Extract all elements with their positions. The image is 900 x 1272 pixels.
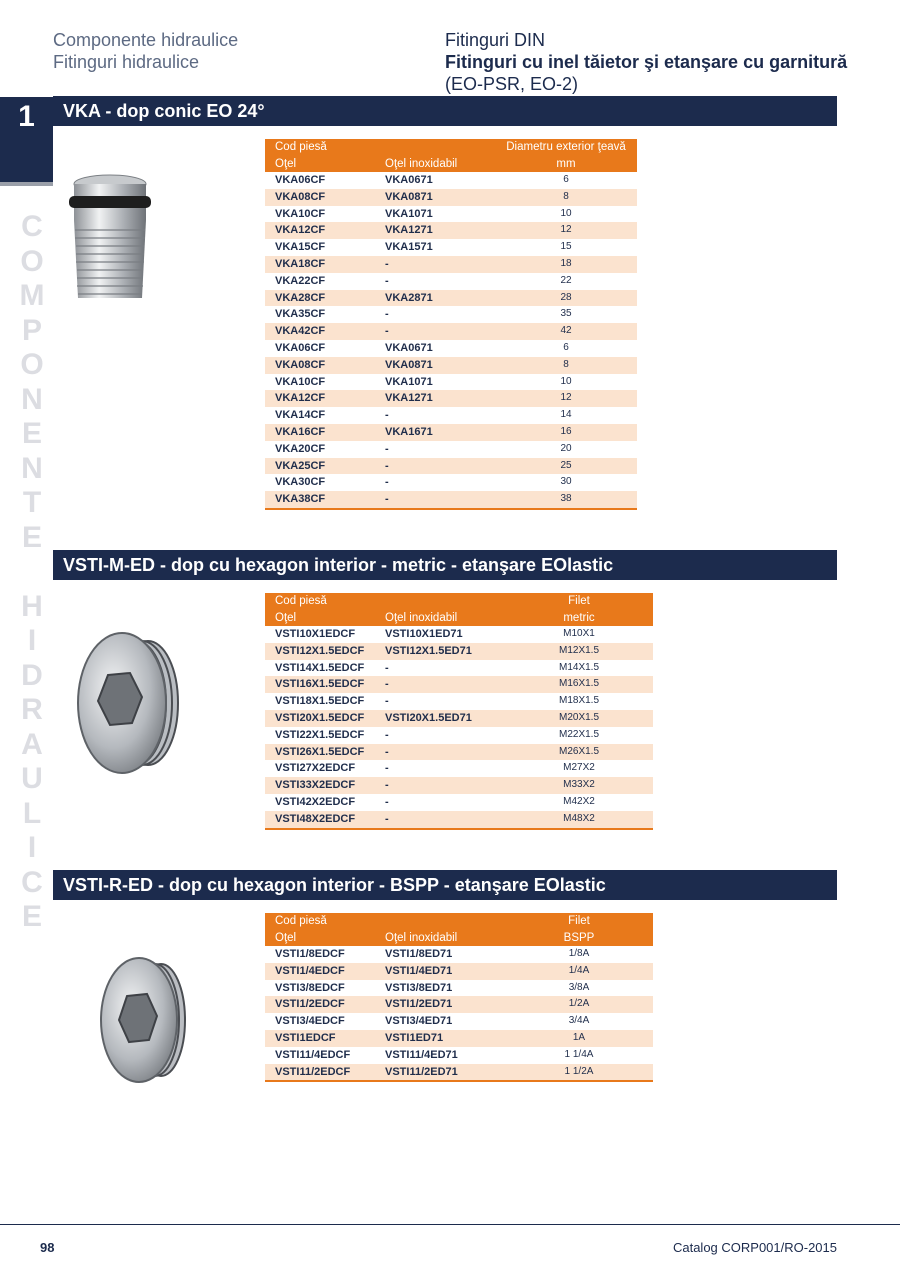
- part-code-stainless: VKA1671: [375, 424, 495, 441]
- vertical-label-letter: N: [21, 451, 43, 485]
- part-code-steel: VKA18CF: [265, 256, 375, 273]
- table-row: [265, 980, 653, 997]
- size-value: 1/8A: [505, 946, 653, 963]
- part-code-stainless: VKA2871: [375, 290, 495, 307]
- table-row: [265, 626, 653, 643]
- vertical-label-letter: R: [21, 693, 43, 726]
- table-header-cell: [375, 593, 505, 610]
- table-row: [265, 777, 653, 794]
- vertical-label-letter: N: [21, 382, 43, 416]
- part-code-steel: VSTI14X1.5EDCF: [265, 660, 375, 677]
- part-code-steel: VSTI48X2EDCF: [265, 811, 375, 829]
- table-row: [265, 744, 653, 761]
- table-header-cell: Oţel inoxidabil: [375, 930, 505, 947]
- table-header-cell: Oţel inoxidabil: [375, 156, 495, 173]
- part-code-stainless: VSTI1/8ED71: [375, 946, 505, 963]
- size-value: M22X1.5: [505, 727, 653, 744]
- header-subtitle-codes: (EO-PSR, EO-2): [445, 74, 579, 94]
- size-value: 1 1/4A: [505, 1047, 653, 1064]
- vertical-label-letter: M: [19, 279, 45, 312]
- vsti-r-plug-image: [95, 950, 195, 1090]
- part-code-steel: VKA08CF: [265, 357, 375, 374]
- part-code-steel: VKA22CF: [265, 273, 375, 290]
- part-code-steel: VSTI1EDCF: [265, 1030, 375, 1047]
- size-value: M14X1.5: [505, 660, 653, 677]
- part-code-stainless: VSTI1/4ED71: [375, 963, 505, 980]
- part-code-stainless: -: [375, 441, 495, 458]
- table-header-cell: metric: [505, 610, 653, 627]
- header-right: [445, 29, 847, 95]
- part-code-stainless: VKA1071: [375, 206, 495, 223]
- size-value: 1/4A: [505, 963, 653, 980]
- part-code-steel: VKA35CF: [265, 306, 375, 323]
- table-header-cell: Filet: [505, 913, 653, 930]
- part-code-stainless: -: [375, 676, 505, 693]
- part-code-stainless: -: [375, 760, 505, 777]
- size-value: 12: [495, 222, 637, 239]
- part-code-steel: VKA08CF: [265, 189, 375, 206]
- part-code-stainless: VSTI12X1.5ED71: [375, 643, 505, 660]
- part-code-stainless: -: [375, 777, 505, 794]
- size-value: 16: [495, 424, 637, 441]
- vsti-r-spec-table: [265, 913, 653, 1082]
- vertical-label-letter: E: [21, 417, 42, 450]
- size-value: M20X1.5: [505, 710, 653, 727]
- vka-spec-table: [265, 139, 637, 510]
- part-code-steel: VKA16CF: [265, 424, 375, 441]
- table-row: [265, 390, 637, 407]
- vertical-chapter-label: [12, 210, 52, 933]
- catalog-reference: Catalog CORP001/RO-2015: [672, 1240, 837, 1255]
- part-code-steel: VKA10CF: [265, 374, 375, 391]
- table-row: [265, 794, 653, 811]
- part-code-stainless: VKA1571: [375, 239, 495, 256]
- table-header-cell: [375, 139, 495, 156]
- table-row: [265, 1047, 653, 1064]
- table-header-cell: Cod piesă: [265, 139, 375, 156]
- table-header-cell: [375, 913, 505, 930]
- part-code-stainless: VSTI3/4ED71: [375, 1013, 505, 1030]
- vertical-label-letter: H: [21, 589, 43, 623]
- table-row: [265, 256, 637, 273]
- part-code-steel: VSTI16X1.5EDCF: [265, 676, 375, 693]
- part-code-steel: VKA15CF: [265, 239, 375, 256]
- size-value: 14: [495, 407, 637, 424]
- size-value: 28: [495, 290, 637, 307]
- part-code-stainless: -: [375, 660, 505, 677]
- size-value: 8: [495, 357, 637, 374]
- table-row: [265, 323, 637, 340]
- vertical-label-letter: E: [21, 900, 42, 933]
- table-row: [265, 676, 653, 693]
- table-row: [265, 643, 653, 660]
- part-code-steel: VKA06CF: [265, 340, 375, 357]
- size-value: 38: [495, 491, 637, 509]
- part-code-stainless: VSTI20X1.5ED71: [375, 710, 505, 727]
- table-row: [265, 458, 637, 475]
- part-code-stainless: -: [375, 491, 495, 509]
- vertical-label-letter: O: [20, 244, 44, 278]
- part-code-stainless: -: [375, 474, 495, 491]
- vertical-label-letter: L: [22, 796, 42, 830]
- part-code-stainless: -: [375, 744, 505, 761]
- part-code-stainless: -: [375, 407, 495, 424]
- part-code-stainless: VSTI11/4ED71: [375, 1047, 505, 1064]
- table-row: [265, 441, 637, 458]
- table-row: [265, 811, 653, 829]
- size-value: 18: [495, 256, 637, 273]
- table-row: [265, 424, 637, 441]
- table-header-cell: Oţel: [265, 610, 375, 627]
- part-code-steel: VSTI1/8EDCF: [265, 946, 375, 963]
- part-code-steel: VSTI20X1.5EDCF: [265, 710, 375, 727]
- part-code-steel: VSTI22X1.5EDCF: [265, 727, 375, 744]
- part-code-stainless: -: [375, 727, 505, 744]
- table-row: [265, 1030, 653, 1047]
- part-code-steel: VSTI26X1.5EDCF: [265, 744, 375, 761]
- header-title: Fitinguri DIN: [445, 30, 546, 50]
- size-value: 1A: [505, 1030, 653, 1047]
- vertical-label-letter: C: [21, 865, 43, 899]
- part-code-stainless: -: [375, 794, 505, 811]
- part-code-steel: VKA14CF: [265, 407, 375, 424]
- table-header-cell: mm: [495, 156, 637, 173]
- table-header-row: [265, 156, 637, 173]
- vsti-m-plug-image: [70, 625, 190, 780]
- table-header-cell: Diametru exterior ţeavă: [495, 139, 637, 156]
- size-value: 1/2A: [505, 996, 653, 1013]
- size-value: 1 1/2A: [505, 1064, 653, 1082]
- header-subtitle: Fitinguri cu inel tăietor şi etanşare cu garnitură: [445, 52, 848, 72]
- size-value: M10X1: [505, 626, 653, 643]
- part-code-steel: VSTI3/8EDCF: [265, 980, 375, 997]
- size-value: 22: [495, 273, 637, 290]
- size-value: 12: [495, 390, 637, 407]
- part-code-stainless: VKA1271: [375, 390, 495, 407]
- header-category: Componente hidraulice: [53, 30, 239, 50]
- section-title-vka: VKA - dop conic EO 24°: [53, 96, 837, 126]
- table-row: [265, 407, 637, 424]
- size-value: 8: [495, 189, 637, 206]
- vertical-label-letter: T: [22, 486, 42, 519]
- size-value: M18X1.5: [505, 693, 653, 710]
- table-row: [265, 474, 637, 491]
- part-code-steel: VKA20CF: [265, 441, 375, 458]
- table-row: [265, 996, 653, 1013]
- table-row: [265, 491, 637, 509]
- page-number: 98: [40, 1240, 55, 1255]
- chapter-number: 1: [18, 100, 35, 133]
- table-row: [265, 374, 637, 391]
- part-code-stainless: VSTI11/2ED71: [375, 1064, 505, 1082]
- size-value: 10: [495, 374, 637, 391]
- table-header-row: [265, 913, 653, 930]
- part-code-stainless: VKA0671: [375, 172, 495, 189]
- part-code-steel: VSTI1/2EDCF: [265, 996, 375, 1013]
- vertical-label-letter: O: [20, 348, 44, 381]
- table-header-row: [265, 930, 653, 947]
- part-code-stainless: VSTI10X1ED71: [375, 626, 505, 643]
- part-code-stainless: -: [375, 693, 505, 710]
- part-code-steel: VKA42CF: [265, 323, 375, 340]
- part-code-steel: VKA25CF: [265, 458, 375, 475]
- part-code-steel: VKA06CF: [265, 172, 375, 189]
- size-value: 42: [495, 323, 637, 340]
- section-title-vsti-r: VSTI-R-ED - dop cu hexagon interior - BSPP - etanşare EOlastic: [53, 870, 837, 900]
- part-code-stainless: -: [375, 256, 495, 273]
- part-code-stainless: VSTI1ED71: [375, 1030, 505, 1047]
- size-value: 30: [495, 474, 637, 491]
- part-code-stainless: VSTI1/2ED71: [375, 996, 505, 1013]
- vsti-m-spec-table: [265, 593, 653, 830]
- table-header-row: [265, 610, 653, 627]
- table-row: [265, 710, 653, 727]
- vertical-label-letter: P: [21, 313, 42, 347]
- part-code-steel: VSTI3/4EDCF: [265, 1013, 375, 1030]
- vertical-label-letter: A: [21, 727, 43, 761]
- part-code-stainless: -: [375, 306, 495, 323]
- table-header-cell: Filet: [505, 593, 653, 610]
- table-row: [265, 172, 637, 189]
- table-row: [265, 273, 637, 290]
- table-row: [265, 206, 637, 223]
- footer-divider: [0, 1224, 900, 1225]
- table-row: [265, 1013, 653, 1030]
- vertical-label-letter: D: [21, 658, 43, 692]
- table-row: [265, 946, 653, 963]
- part-code-steel: VSTI11/2EDCF: [265, 1064, 375, 1082]
- vertical-label-letter: E: [21, 520, 42, 554]
- chapter-divider: [0, 182, 53, 186]
- part-code-stainless: VKA1271: [375, 222, 495, 239]
- part-code-stainless: VKA0871: [375, 189, 495, 206]
- table-header-cell: Cod piesă: [265, 913, 375, 930]
- part-code-steel: VSTI10X1EDCF: [265, 626, 375, 643]
- part-code-steel: VKA12CF: [265, 222, 375, 239]
- part-code-steel: VKA10CF: [265, 206, 375, 223]
- size-value: 20: [495, 441, 637, 458]
- part-code-steel: VKA28CF: [265, 290, 375, 307]
- part-code-stainless: -: [375, 811, 505, 829]
- vertical-label-letter: I: [27, 831, 37, 864]
- part-code-steel: VSTI11/4EDCF: [265, 1047, 375, 1064]
- part-code-stainless: -: [375, 458, 495, 475]
- table-row: [265, 660, 653, 677]
- section-title-vsti-m: VSTI-M-ED - dop cu hexagon interior - metric - etanşare EOlastic: [53, 550, 837, 580]
- table-row: [265, 1064, 653, 1082]
- vertical-label-letter: [12, 555, 52, 590]
- part-code-stainless: VKA1071: [375, 374, 495, 391]
- size-value: 3/8A: [505, 980, 653, 997]
- part-code-stainless: -: [375, 323, 495, 340]
- table-header-cell: BSPP: [505, 930, 653, 947]
- size-value: 10: [495, 206, 637, 223]
- part-code-stainless: -: [375, 273, 495, 290]
- size-value: M42X2: [505, 794, 653, 811]
- part-code-stainless: VSTI3/8ED71: [375, 980, 505, 997]
- table-header-cell: Cod piesă: [265, 593, 375, 610]
- size-value: 15: [495, 239, 637, 256]
- vka-plug-image: [60, 170, 160, 305]
- part-code-steel: VSTI1/4EDCF: [265, 963, 375, 980]
- table-row: [265, 357, 637, 374]
- size-value: 6: [495, 172, 637, 189]
- part-code-steel: VSTI18X1.5EDCF: [265, 693, 375, 710]
- size-value: M16X1.5: [505, 676, 653, 693]
- vertical-label-letter: I: [27, 624, 37, 657]
- header-left: [53, 29, 238, 73]
- table-header-row: [265, 139, 637, 156]
- size-value: 25: [495, 458, 637, 475]
- part-code-steel: VKA38CF: [265, 491, 375, 509]
- table-header-cell: Oţel inoxidabil: [375, 610, 505, 627]
- table-header-cell: Oţel: [265, 930, 375, 947]
- table-row: [265, 727, 653, 744]
- table-row: [265, 189, 637, 206]
- size-value: M33X2: [505, 777, 653, 794]
- header-subcategory: Fitinguri hidraulice: [53, 52, 200, 72]
- vertical-label-letter: U: [21, 762, 43, 795]
- table-row: [265, 693, 653, 710]
- size-value: M12X1.5: [505, 643, 653, 660]
- size-value: 35: [495, 306, 637, 323]
- size-value: 3/4A: [505, 1013, 653, 1030]
- part-code-stainless: VKA0871: [375, 357, 495, 374]
- table-row: [265, 306, 637, 323]
- part-code-steel: VKA30CF: [265, 474, 375, 491]
- table-row: [265, 239, 637, 256]
- table-header-cell: Oţel: [265, 156, 375, 173]
- table-header-row: [265, 593, 653, 610]
- table-row: [265, 340, 637, 357]
- table-row: [265, 290, 637, 307]
- size-value: M48X2: [505, 811, 653, 829]
- size-value: M26X1.5: [505, 744, 653, 761]
- table-row: [265, 222, 637, 239]
- table-row: [265, 760, 653, 777]
- part-code-steel: VSTI42X2EDCF: [265, 794, 375, 811]
- part-code-stainless: VKA0671: [375, 340, 495, 357]
- vertical-label-letter: C: [21, 210, 43, 243]
- part-code-steel: VKA12CF: [265, 390, 375, 407]
- size-value: M27X2: [505, 760, 653, 777]
- part-code-steel: VSTI27X2EDCF: [265, 760, 375, 777]
- table-row: [265, 963, 653, 980]
- part-code-steel: VSTI33X2EDCF: [265, 777, 375, 794]
- size-value: 6: [495, 340, 637, 357]
- part-code-steel: VSTI12X1.5EDCF: [265, 643, 375, 660]
